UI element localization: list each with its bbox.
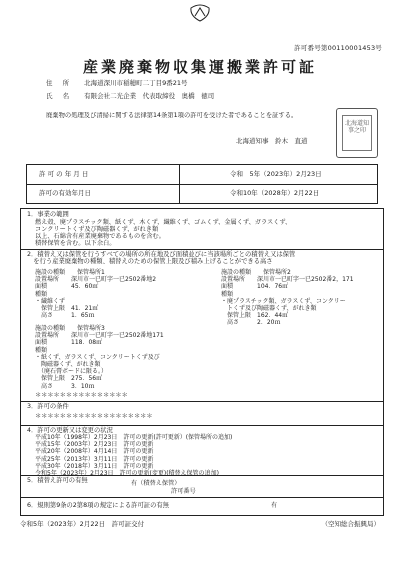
permit-date-row	[27, 165, 377, 185]
site-line: 設置場所 深川市一已町字一已2502番地2	[35, 276, 157, 284]
section-5-sub: 許可番号	[171, 488, 196, 495]
site-line: 保管上限 275．56㎥	[35, 375, 103, 383]
seal-text: 北海道知事之印	[342, 115, 372, 151]
issuer-name: 北海道知事 鈴木 直道	[236, 137, 308, 145]
site-line: 高さ 3．10ｍ	[35, 382, 95, 390]
site-line: ・廃プラスチック類、ガラスくず、コンクリー	[221, 297, 346, 305]
renewal-row: 平成25年（2013年）3月11日 許可の更新	[35, 455, 154, 463]
section-5-value: 有（積替え保管）	[131, 480, 181, 487]
dates-table	[26, 164, 378, 204]
site-line: 高さ 2．20ｍ	[221, 319, 281, 327]
renewal-row: 平成20年（2008年）4月14日 許可の更新	[35, 448, 154, 456]
permit-details-table	[20, 208, 384, 516]
site-line: 陶磁器くず、がれき類	[35, 360, 101, 368]
permit-date-value: 令和 5年（2023年）2月23日	[179, 165, 377, 184]
scope-line: 積替保管を含む。以下余白。	[35, 240, 116, 247]
section-5-heading: 5．積替え許可の有無	[27, 477, 88, 484]
expiry-row	[27, 184, 377, 203]
section-4-heading: 4．許可の更新又は変更の状況	[27, 427, 113, 434]
name-label: 氏 名	[46, 92, 74, 100]
address-field	[46, 79, 188, 87]
name-field	[46, 92, 214, 100]
site-line: 高さ 1．65ｍ	[35, 312, 95, 320]
section-3-heading: 3．許可の条件	[27, 403, 69, 410]
site-line: 種類	[35, 290, 48, 298]
site-line: 面積 118．08㎡	[35, 339, 103, 347]
storage-site-3	[35, 325, 164, 390]
site-line: 面積 45．60㎡	[35, 283, 99, 291]
section-2-heading-cont: を行う産業廃棄物の種類、積替えのための保管上限及び積み上げることができる高さ	[27, 258, 273, 265]
site-line: （廃石膏ボードに限る。）	[35, 368, 108, 376]
site-line: 施設の種類 保管場所1	[35, 269, 105, 276]
site-line: ・繊維くず	[35, 297, 66, 305]
site-line: 施設の種類 保管場所2	[221, 269, 291, 276]
site-line: 種類	[35, 346, 48, 354]
hokkaido-emblem-icon	[188, 4, 212, 22]
section-storage-locations	[21, 249, 383, 402]
section-6-heading: 6．規則第9条の2第8項の規定による許可証の有無	[27, 502, 169, 509]
address-label: 住 所	[46, 79, 74, 87]
address-value: 北海道深川市稲穂町二丁目9番21号	[84, 79, 188, 87]
site-line: 面積 104．76㎡	[221, 283, 289, 291]
storage-site-1	[35, 269, 156, 319]
section-2-heading: 2．積替え又は保管を行うすべての場所の所在地及び面積並びに当該場所ごとの積替え又は保管	[27, 251, 296, 258]
permit-number: 許可番号第00110001453号	[294, 44, 382, 52]
permit-date-label: 許 可 の 年 月 日	[39, 170, 89, 179]
issuing-office: （空知総合振興局）	[321, 520, 380, 528]
scope-line: コンクリートくず及び陶磁器くず、がれき類	[35, 226, 159, 233]
site-line: 施設の種類 保管場所3	[35, 325, 105, 332]
name-value: 有限会社二光企業 代表取締役 奥橋 徳司	[84, 92, 215, 100]
renewal-row: 令和5年（2023年）2月23日 許可の更新(変更)(積替え保管の追加)	[35, 469, 219, 477]
section-3-filler: ＊＊＊＊＊＊＊＊＊＊＊＊＊＊＊＊＊＊＊	[35, 413, 153, 420]
certification-statement: 廃棄物の処理及び清掃に関する法律第14条第1項の許可を受けた者であることを証する。	[46, 112, 298, 119]
section-permit-conditions	[21, 401, 383, 426]
official-seal	[336, 108, 378, 158]
section-6-value: 有	[271, 502, 278, 509]
document-title: 産業廃棄物収集運搬業許可証	[82, 58, 317, 76]
expiry-label: 許可の有効年月日	[39, 189, 91, 198]
site-line: 設置場所 深川市一已町字一已2502番地171	[35, 332, 164, 340]
section-1-heading: 1．事業の範囲	[27, 211, 69, 218]
site-line: 設置場所 深川市一已町字一已2502番2，171	[221, 276, 354, 284]
site-line: 種類	[221, 290, 234, 298]
section-transfer-permit	[21, 475, 383, 498]
site-line: ・紙くず、ガラスくず、コンクリートくず及び	[35, 353, 160, 361]
scope-line: 燃え殻、廃プラスチック類、紙くず、木くず、繊維くず、ゴムくず、金属くず、ガラスくず、	[35, 219, 292, 226]
site-line: 保管上限 162．44㎥	[221, 312, 289, 320]
site-line: トくず及び陶磁器くず、がれき類	[221, 304, 317, 312]
expiry-value: 令和10年（2028年）2月22日	[179, 184, 377, 203]
storage-site-2	[221, 269, 354, 327]
section-rule-9	[21, 497, 383, 515]
renewal-row: 平成10年（1998年）2月23日 許可の更新(許可更新）(保管場所の追加)	[35, 434, 233, 441]
section-business-scope	[21, 209, 383, 250]
section-2-filler: ＊＊＊＊＊＊＊＊＊＊＊＊＊＊＊	[35, 392, 128, 399]
renewal-row: 平成30年（2018年）3月11日 許可の更新	[35, 462, 154, 470]
section-renewal-history	[21, 425, 383, 476]
issue-date: 令和5年（2023年）2月22日 許可証交付	[20, 520, 145, 528]
renewal-row: 平成15年（2003年）2月23日 許可の更新	[35, 441, 154, 449]
scope-line: 以上、石綿含有産業廃棄物であるものを含む。	[35, 233, 165, 240]
site-line: 保管上限 41．21㎥	[35, 304, 99, 312]
renewal-list	[35, 434, 232, 477]
